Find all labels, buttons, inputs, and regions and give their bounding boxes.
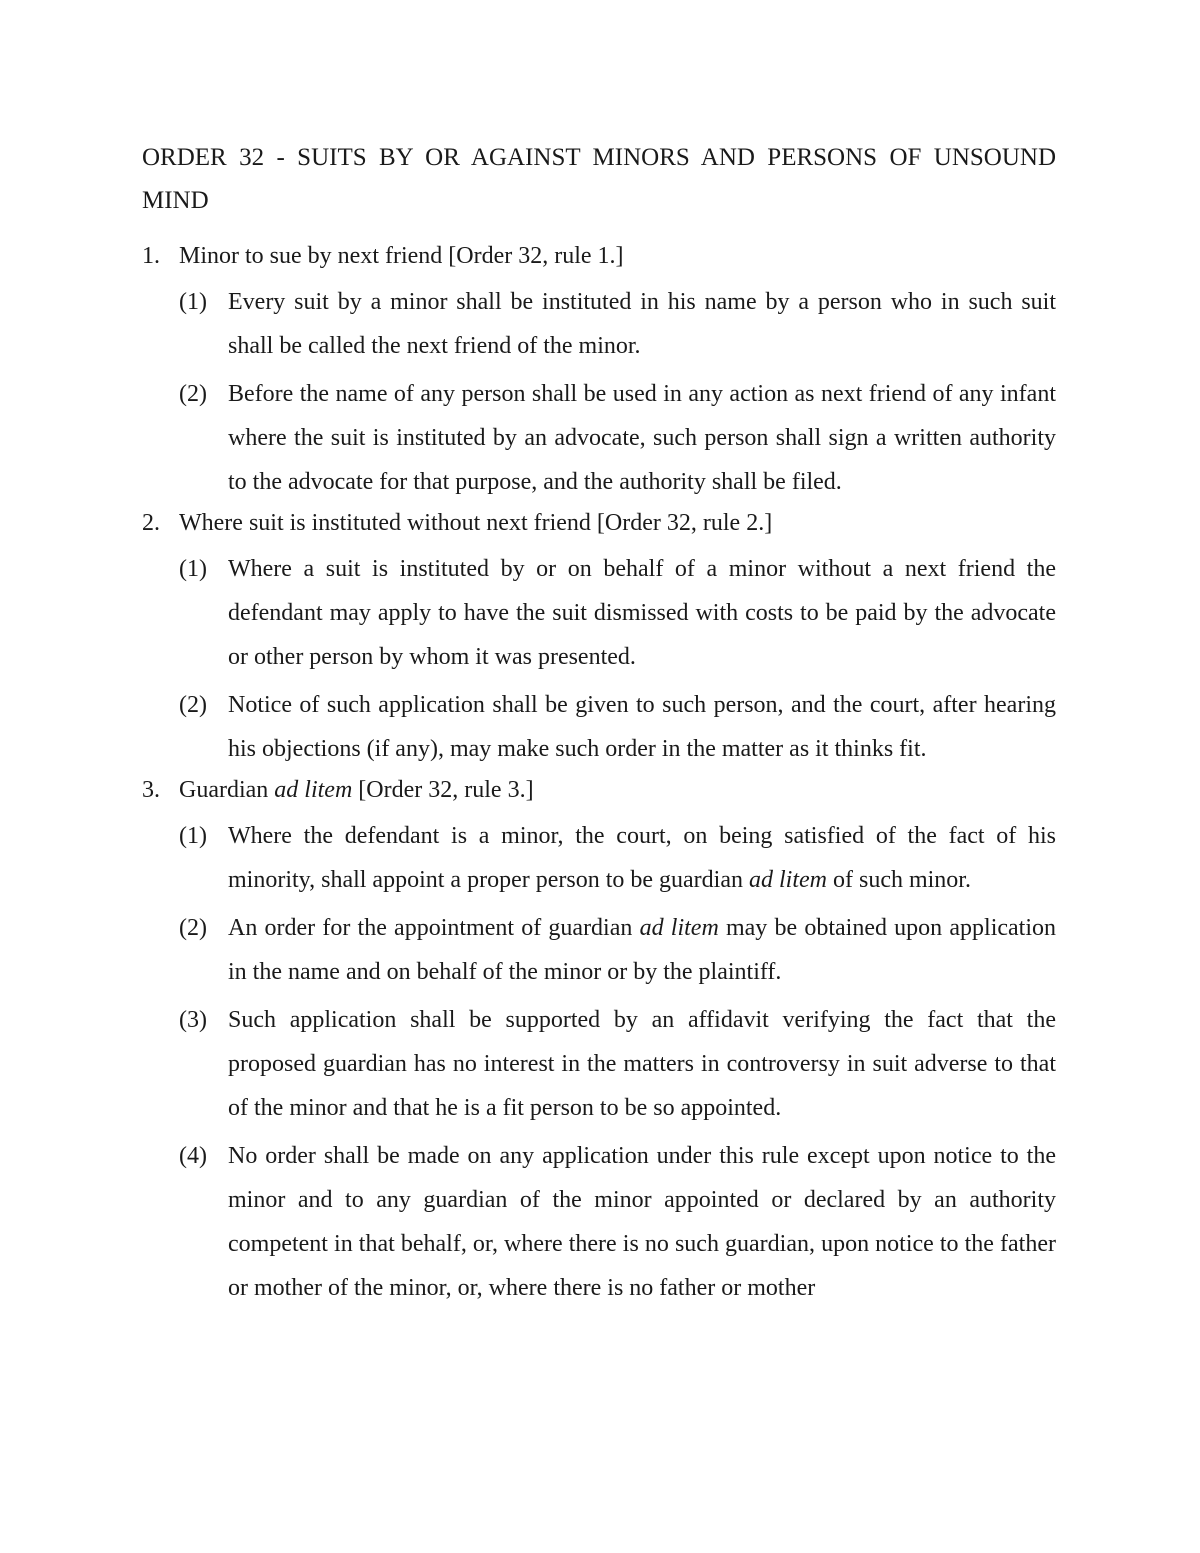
subrule [142,1134,1056,1310]
rule-heading-text: Where suit is instituted without next friend [Order 32, rule 2.] [179,510,773,536]
rule-3 [142,775,1056,1310]
rule-1 [142,241,1056,504]
rule-number: 2. [142,510,160,536]
rule-number: 3. [142,777,160,803]
rule-2 [142,508,1056,771]
subrule [142,547,1056,679]
rule-number: 1. [142,243,160,269]
subrule-number: (1) [179,289,207,315]
subrule-text: No order shall be made on any application under this rule except upon notice to the minor and to any guardian of the minor appointed or declared by an authority competent in that behalf, or, where there is no such guardian, upon notice to the father or mother of the minor, or, where there is no father or mother [228,1143,1056,1301]
subrule-text: Such application shall be supported by an affidavit verifying the fact that the proposed guardian has no interest in the matters in controversy in suit adverse to that of the minor and that he is a fit person to be so appointed. [228,1007,1056,1121]
rule-heading-text: Minor to sue by next friend [Order 32, rule 1.] [179,243,624,269]
subrule-text: Notice of such application shall be given to such person, and the court, after hearing his objections (if any), may make such order in the matter as it thinks fit. [228,692,1056,762]
rule-heading-text-post: [Order 32, rule 3.] [358,777,534,803]
document-page [142,136,1056,1314]
subrule [142,372,1056,504]
rule-heading [142,508,1056,538]
rule-heading [142,775,1056,805]
subrule-number: (1) [179,556,207,582]
subrule-text-post: may be obtained upon application in the name and on behalf of the minor or by the plaintiff. [228,915,1057,985]
rule-heading [142,241,1056,271]
subrule-number: (2) [179,915,207,941]
subrule-number: (3) [179,1007,207,1033]
subrule-text-italic: ad litem [639,915,719,941]
subrule-text: Where a suit is instituted by or on behalf of a minor without a next friend the defendant may apply to have the suit dismissed with costs to be paid by the advocate or other person by whom it was presented. [228,556,1056,670]
subrule-number: (2) [179,692,207,718]
subrule-text: Every suit by a minor shall be instituted in his name by a person who in such suit shall be called the next friend of the minor. [228,289,1056,359]
subrule-number: (4) [179,1143,207,1169]
subrule-text-post: of such minor. [832,867,971,893]
subrule-text-italic: ad litem [748,867,827,893]
subrule-number: (1) [179,823,207,849]
subrule [142,906,1056,994]
subrule [142,683,1056,771]
rule-heading-text-pre: Guardian [179,777,269,803]
subrule-text-pre: An order for the appointment of guardian [228,915,633,941]
subrule [142,280,1056,368]
subrule [142,998,1056,1130]
subrule [142,814,1056,902]
subrule-number: (2) [179,381,207,407]
subrule-text-pre: Where the defendant is a minor, the court, on being satisfied of the fact of his minority, shall appoint a proper person to be guardian [228,823,1056,893]
rule-heading-italic: ad litem [274,777,353,803]
subrule-text: Before the name of any person shall be used in any action as next friend of any infant where the suit is instituted by an advocate, such person shall sign a written authority to the advocate for that purpose, and the authority shall be filed. [228,381,1056,495]
document-title: ORDER 32 - SUITS BY OR AGAINST MINORS AND PERSONS OF UNSOUND MIND [142,144,1056,214]
